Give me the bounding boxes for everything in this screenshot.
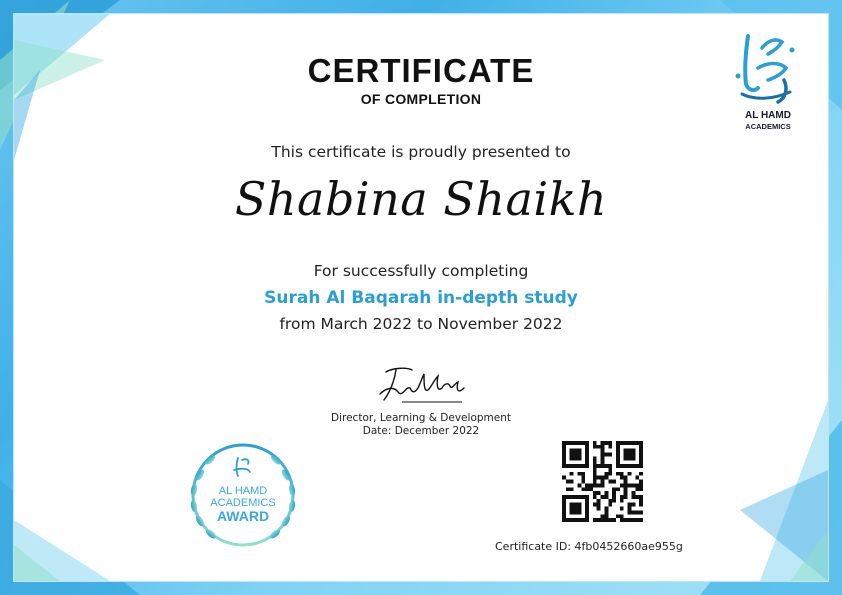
certificate-title: CERTIFICATE [307,52,535,89]
signatory-title: Director, Learning & Development [331,412,511,424]
badge-text-line1: AL HAMD [218,485,268,497]
certificate-subtitle: OF COMPLETION [360,91,482,107]
certificate-id: Certificate ID: 4fb0452660ae955g [495,540,683,553]
calligraphy-icon [728,28,808,108]
course-name: Surah Al Baqarah in-depth study [264,288,578,308]
course-period: from March 2022 to November 2022 [279,315,563,333]
presented-text: This certificate is proudly presented to [271,143,571,161]
recipient-name: Shabina Shaikh [234,172,608,226]
badge-text-line2: ACADEMICS [210,497,276,509]
al-hamd-logo [728,28,808,138]
signature-icon [372,364,472,406]
signature-date: Date: December 2022 [362,425,480,437]
for-text: For successfully completing [313,262,529,280]
logo-text-line2: ACADEMICS [745,122,791,131]
award-badge [178,430,308,560]
badge-text-line3: AWARD [216,508,270,524]
qr-code-icon [562,441,643,522]
logo-text-line1: AL HAMD [745,110,791,121]
